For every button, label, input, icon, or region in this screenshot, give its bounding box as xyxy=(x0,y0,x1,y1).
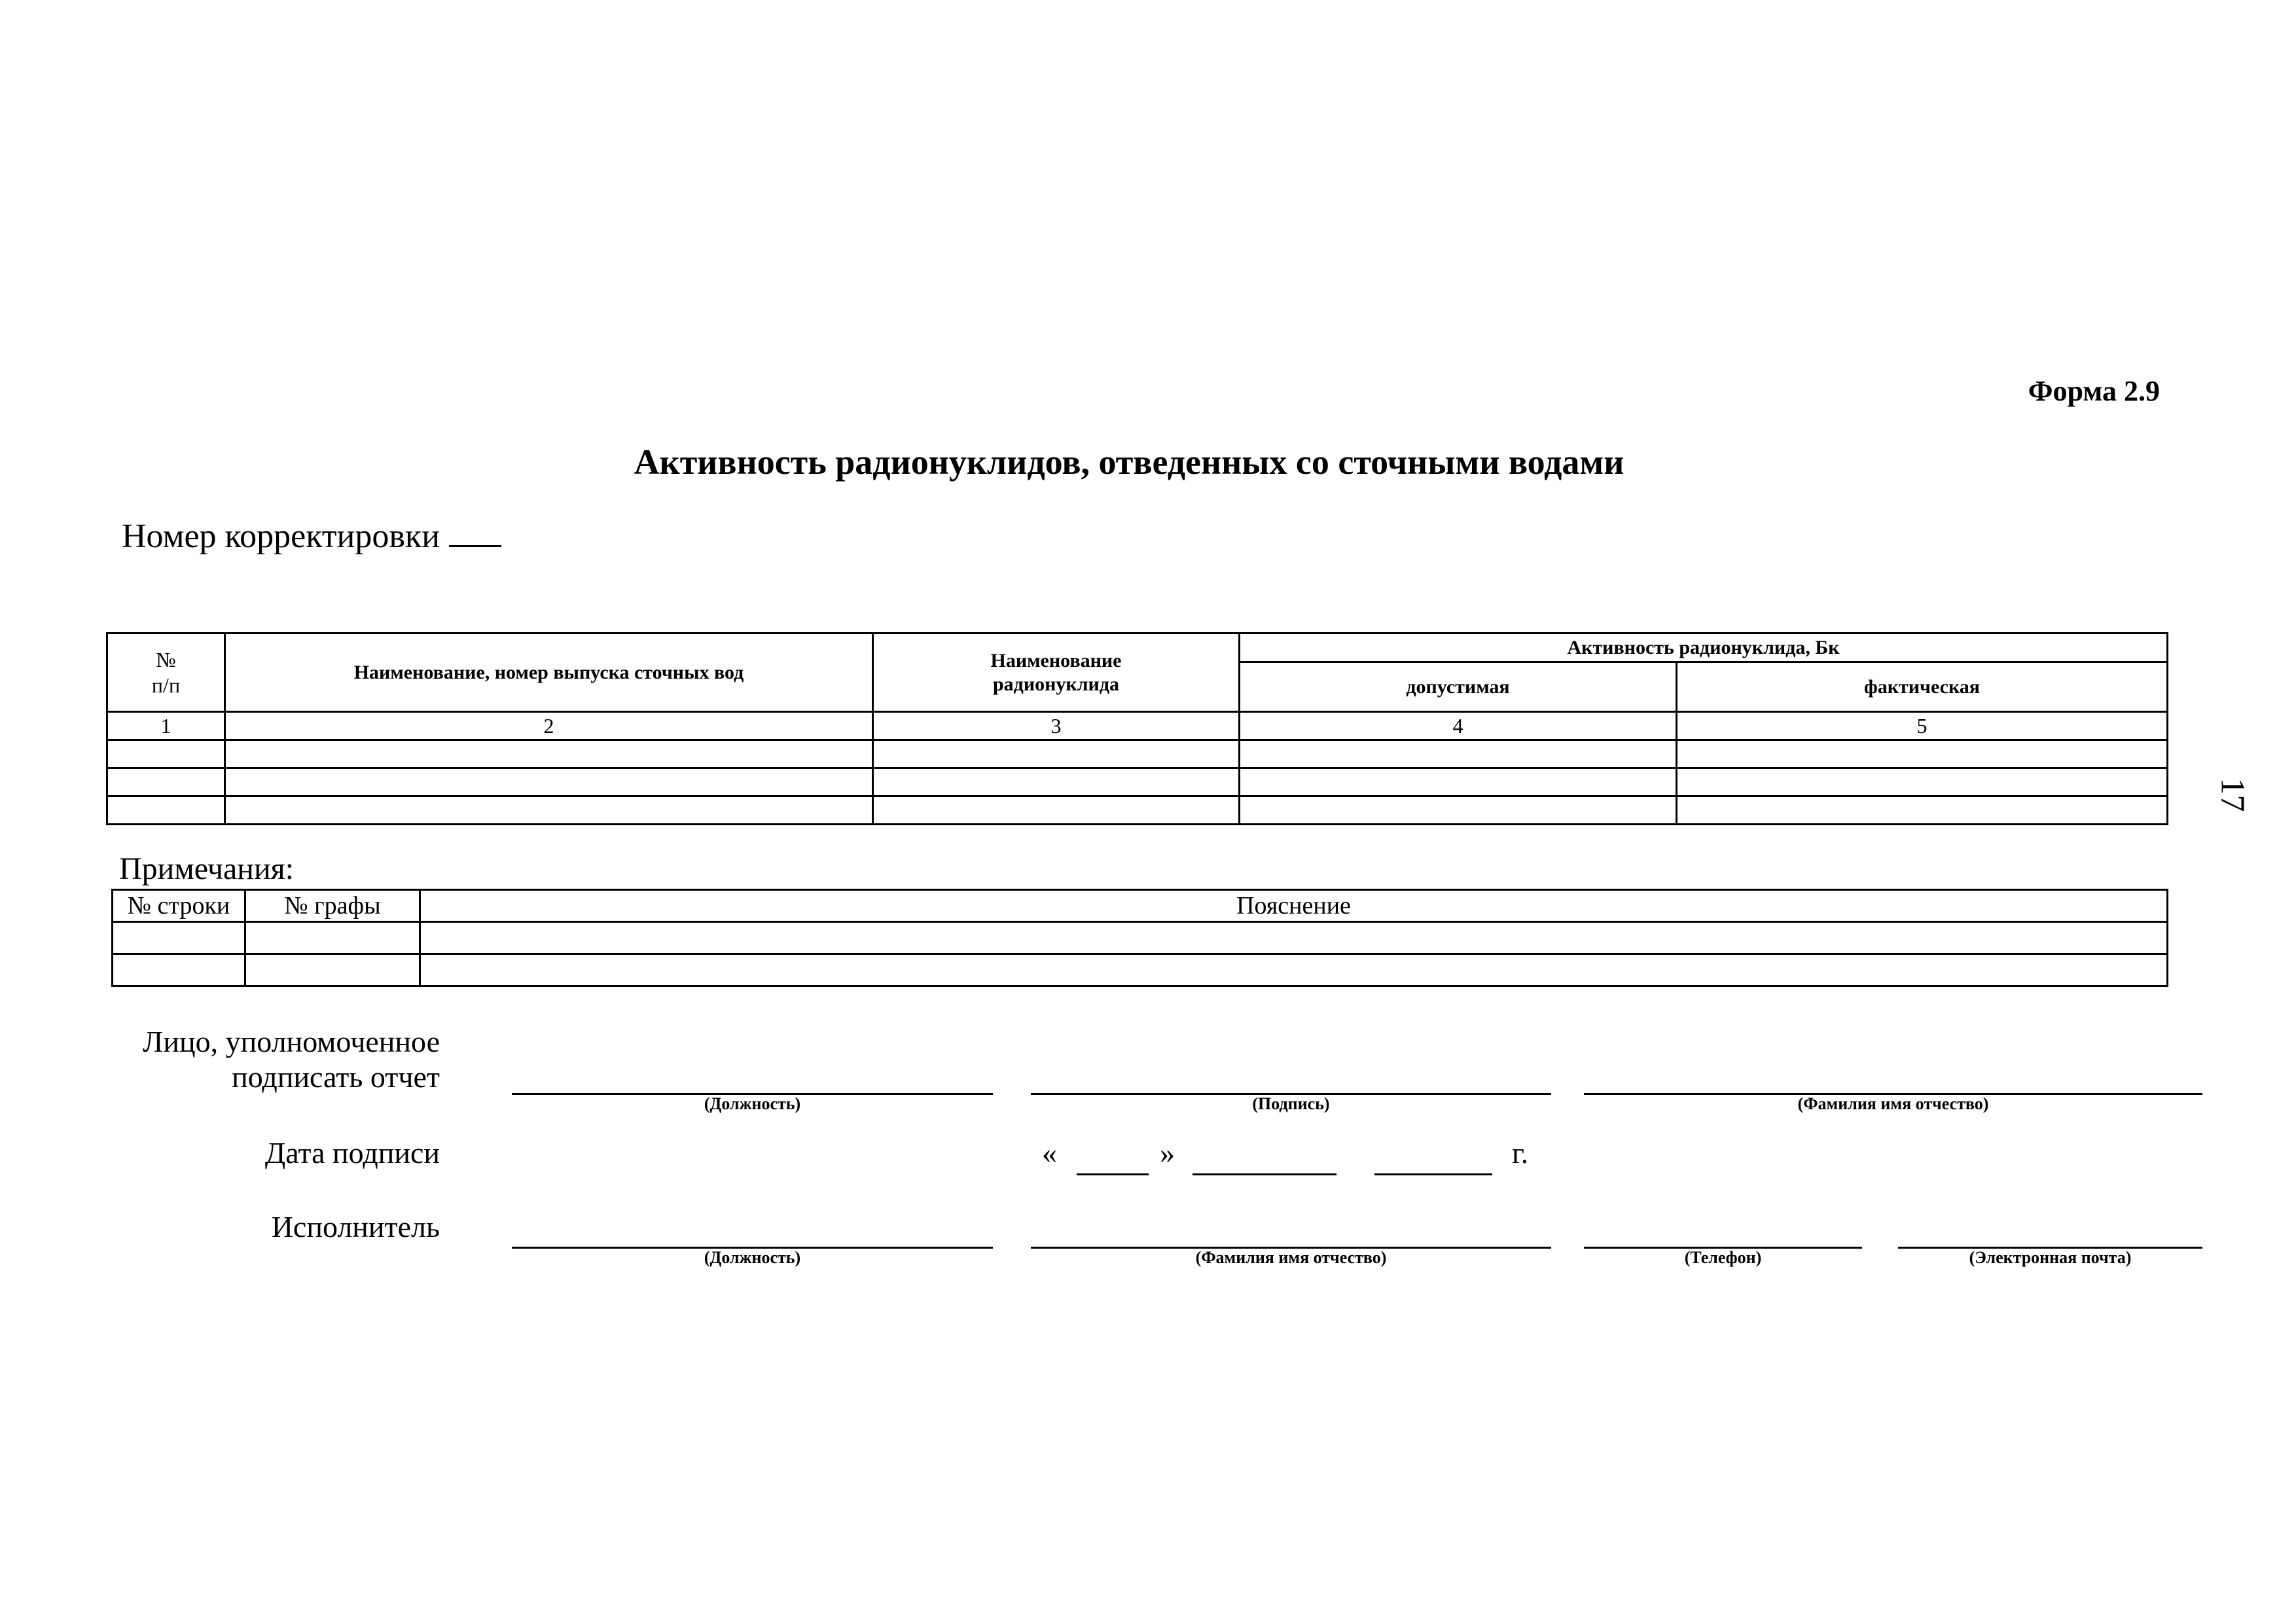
date-day-blank[interactable] xyxy=(1077,1173,1149,1175)
page-title: Активность радионуклидов, отведенных со сточными водами xyxy=(634,442,1624,482)
executor-fio-caption: (Фамилия имя отчество) xyxy=(1195,1248,1387,1267)
position-caption: (Должность) xyxy=(704,1094,801,1113)
table-cell[interactable] xyxy=(873,740,1240,768)
fio-caption: (Фамилия имя отчество) xyxy=(1797,1094,1989,1113)
date-month-blank[interactable] xyxy=(1193,1173,1336,1175)
correction-number-blank[interactable] xyxy=(449,519,501,547)
table-cell[interactable] xyxy=(873,796,1240,825)
header-nuclide-name: Наименование радионуклида xyxy=(873,633,1240,712)
table-cell[interactable] xyxy=(420,954,2168,986)
header-activity: Активность радионуклида, Бк xyxy=(1240,633,2168,662)
table-cell[interactable] xyxy=(107,768,225,796)
email-caption: (Электронная почта) xyxy=(1969,1248,2132,1267)
table-cell[interactable] xyxy=(225,740,873,768)
form-number: Форма 2.9 xyxy=(2028,375,2160,407)
table-cell[interactable] xyxy=(1677,740,2168,768)
date-year-suffix: г. xyxy=(1512,1136,1529,1169)
column-number: 2 xyxy=(225,712,873,740)
header-row-number: № п/п xyxy=(107,633,225,712)
column-number: 5 xyxy=(1677,712,2168,740)
table-row xyxy=(107,796,2168,825)
notes-label: Примечания: xyxy=(119,851,295,886)
date-close-quote: » xyxy=(1160,1136,1175,1169)
header-allowed: допустимая xyxy=(1240,662,1677,712)
table-cell[interactable] xyxy=(113,922,245,954)
table-cell[interactable] xyxy=(1677,768,2168,796)
date-label: Дата подписи xyxy=(264,1136,440,1169)
table-cell[interactable] xyxy=(873,768,1240,796)
column-number: 1 xyxy=(107,712,225,740)
executor-label: Исполнитель xyxy=(271,1210,440,1243)
table-row xyxy=(113,954,2168,986)
header-col-no: № графы xyxy=(245,890,420,922)
table-cell[interactable] xyxy=(1240,740,1677,768)
header-row-no: № строки xyxy=(113,890,245,922)
notes-table xyxy=(111,889,2168,987)
table-cell[interactable] xyxy=(225,796,873,825)
column-number: 4 xyxy=(1240,712,1677,740)
header-actual: фактическая xyxy=(1677,662,2168,712)
table-cell[interactable] xyxy=(113,954,245,986)
table-row xyxy=(107,740,2168,768)
table-cell[interactable] xyxy=(1240,796,1677,825)
executor-position-caption: (Должность) xyxy=(704,1248,801,1267)
phone-caption: (Телефон) xyxy=(1684,1248,1762,1267)
table-cell[interactable] xyxy=(1240,768,1677,796)
table-cell[interactable] xyxy=(245,954,420,986)
table-row xyxy=(107,768,2168,796)
page-number: 17 xyxy=(2214,777,2251,812)
date-open-quote: « xyxy=(1042,1136,1057,1169)
header-explanation: Пояснение xyxy=(420,890,2168,922)
table-cell[interactable] xyxy=(225,768,873,796)
signature-caption: (Подпись) xyxy=(1252,1094,1330,1113)
column-number: 3 xyxy=(873,712,1240,740)
table-row xyxy=(113,922,2168,954)
table-cell[interactable] xyxy=(107,796,225,825)
header-outlet-name: Наименование, номер выпуска сточных вод xyxy=(225,633,873,712)
table-cell[interactable] xyxy=(1677,796,2168,825)
authorized-person-label: Лицо, уполномоченное подписать отчет xyxy=(143,1025,440,1094)
correction-number-field xyxy=(122,517,501,556)
table-cell[interactable] xyxy=(245,922,420,954)
date-year-blank[interactable] xyxy=(1374,1173,1492,1175)
table-cell[interactable] xyxy=(107,740,225,768)
activity-table xyxy=(106,632,2168,825)
table-cell[interactable] xyxy=(420,922,2168,954)
correction-number-label: Номер корректировки xyxy=(122,518,440,555)
